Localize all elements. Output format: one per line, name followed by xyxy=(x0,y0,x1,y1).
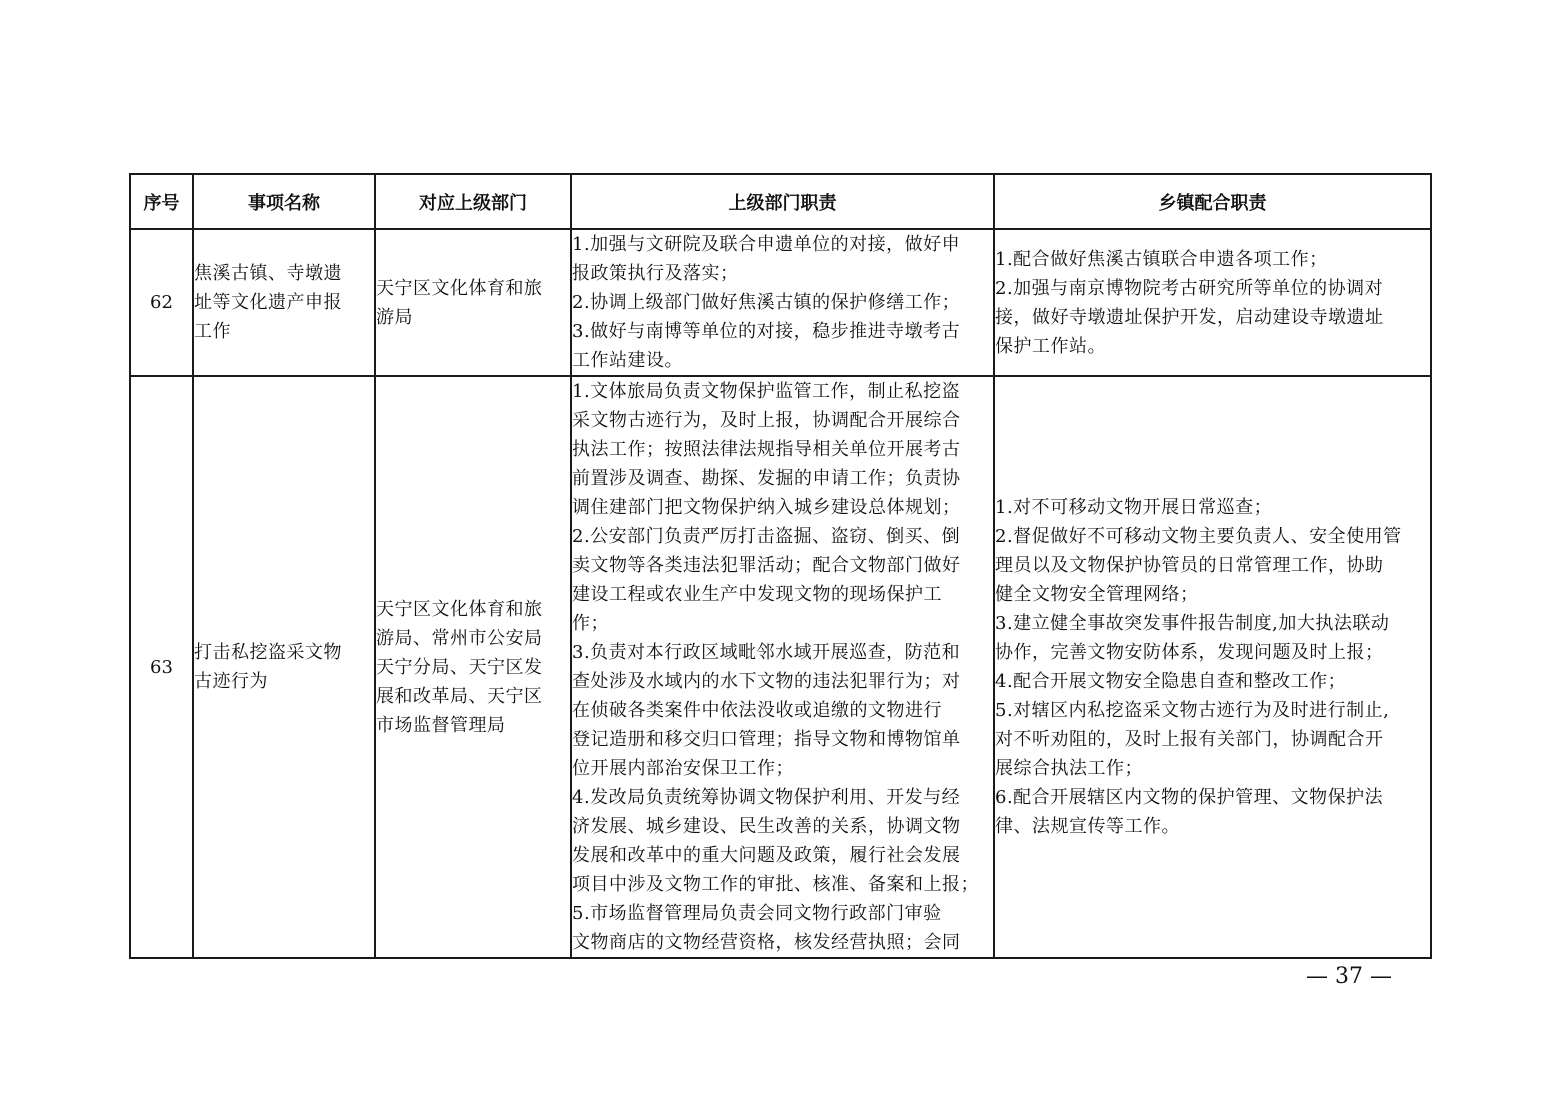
row-number: 63 xyxy=(130,376,193,958)
header-town-duty: 乡镇配合职责 xyxy=(994,174,1431,229)
text-line: 1.配合做好焦溪古镇联合申遗各项工作； xyxy=(995,248,1328,270)
town-duty-cell xyxy=(994,229,1431,376)
text-line: 对不听劝阻的，及时上报有关部门，协调配合开 xyxy=(995,729,1384,750)
text-line: 游局、常州市公安局 xyxy=(376,627,543,649)
header-seq: 序号 xyxy=(130,174,193,229)
text-line: 前置涉及调查、勘探、发掘的申请工作；负责协 xyxy=(572,468,961,489)
text-line: 焦溪古镇、寺墩遗 xyxy=(194,263,342,284)
item-name-cell xyxy=(193,376,375,958)
text-line: 2.加强与南京博物院考古研究所等单位的协调对 xyxy=(995,277,1384,299)
text-line: 协作，完善文物安防体系，发现问题及时上报； xyxy=(995,642,1384,663)
text-line: 项目中涉及文物工作的审批、核准、备案和上报； xyxy=(572,874,979,895)
text-line: 律、法规宣传等工作。 xyxy=(995,816,1180,837)
text-line: 2.督促做好不可移动文物主要负责人、安全使用管 xyxy=(995,526,1402,547)
text-line: 调住建部门把文物保护纳入城乡建设总体规划； xyxy=(572,497,961,518)
text-line: 工作站建设。 xyxy=(572,350,683,371)
text-line: 天宁区文化体育和旅 xyxy=(376,277,543,299)
text-line: 作； xyxy=(572,613,609,634)
text-line: 发展和改革中的重大问题及政策，履行社会发展 xyxy=(572,845,961,866)
text-line: 1.对不可移动文物开展日常巡查； xyxy=(995,497,1273,518)
text-line: 5.对辖区内私挖盗采文物古迹行为及时进行制止, xyxy=(995,700,1390,721)
header-upper-duty: 上级部门职责 xyxy=(571,174,994,229)
text-line: 展综合执法工作； xyxy=(995,758,1143,779)
upper-duty-cell xyxy=(571,376,994,958)
row-number: 62 xyxy=(130,229,193,376)
text-line: 执法工作；按照法律法规指导相关单位开展考古 xyxy=(572,439,961,460)
text-line: 展和改革局、天宁区 xyxy=(376,685,543,707)
upper-duty-cell xyxy=(571,229,994,376)
text-line: 2.公安部门负责严厉打击盗掘、盗窃、倒买、倒 xyxy=(572,526,961,547)
text-line: 古迹行为 xyxy=(194,671,268,692)
text-line: 址等文化遗产申报 xyxy=(194,292,342,313)
header-item-name: 事项名称 xyxy=(193,174,375,229)
text-line: 文物商店的文物经营资格，核发经营执照；会同 xyxy=(572,932,961,953)
dept-cell xyxy=(375,229,571,376)
text-line: 天宁区文化体育和旅 xyxy=(376,598,543,620)
duty-table xyxy=(129,173,1432,959)
page-number: — 37 — xyxy=(1306,964,1392,989)
text-line: 2.协调上级部门做好焦溪古镇的保护修缮工作； xyxy=(572,292,961,313)
text-line: 查处涉及水域内的水下文物的违法犯罪行为；对 xyxy=(572,671,961,692)
text-line: 1.加强与文研院及联合申遗单位的对接，做好申 xyxy=(572,234,961,255)
header-row xyxy=(130,174,1431,229)
text-line: 天宁分局、天宁区发 xyxy=(376,656,543,678)
text-line: 健全文物安全管理网络； xyxy=(995,584,1199,605)
text-line: 理员以及文物保护协管员的日常管理工作，协助 xyxy=(995,555,1384,576)
text-line: 位开展内部治安保卫工作； xyxy=(572,758,794,779)
text-line: 打击私挖盗采文物 xyxy=(194,642,342,663)
text-line: 保护工作站。 xyxy=(995,335,1106,357)
text-line: 接，做好寺墩遗址保护开发，启动建设寺墩遗址 xyxy=(995,306,1384,328)
text-line: 报政策执行及落实； xyxy=(572,263,739,284)
item-name-cell xyxy=(193,229,375,376)
text-line: 济发展、城乡建设、民生改善的关系，协调文物 xyxy=(572,816,961,837)
text-line: 4.发改局负责统筹协调文物保护利用、开发与经 xyxy=(572,787,961,808)
text-line: 工作 xyxy=(194,321,231,342)
text-line: 1.文体旅局负责文物保护监管工作，制止私挖盗 xyxy=(572,381,961,402)
text-line: 市场监督管理局 xyxy=(376,714,506,736)
text-line: 3.建立健全事故突发事件报告制度,加大执法联动 xyxy=(995,613,1390,634)
town-duty-cell xyxy=(994,376,1431,958)
table-row xyxy=(130,376,1431,958)
text-line: 4.配合开展文物安全隐患自查和整改工作； xyxy=(995,671,1347,692)
header-upper-dept: 对应上级部门 xyxy=(375,174,571,229)
text-line: 游局 xyxy=(376,306,413,328)
text-line: 5.市场监督管理局负责会同文物行政部门审验 xyxy=(572,903,942,924)
text-line: 采文物古迹行为，及时上报，协调配合开展综合 xyxy=(572,410,961,431)
text-line: 卖文物等各类违法犯罪活动；配合文物部门做好 xyxy=(572,555,961,576)
dept-cell xyxy=(375,376,571,958)
text-line: 建设工程或农业生产中发现文物的现场保护工 xyxy=(572,584,942,605)
text-line: 6.配合开展辖区内文物的保护管理、文物保护法 xyxy=(995,787,1384,808)
text-line: 登记造册和移交归口管理；指导文物和博物馆单 xyxy=(572,729,961,750)
table-row xyxy=(130,229,1431,376)
text-line: 3.负责对本行政区域毗邻水域开展巡查，防范和 xyxy=(572,642,961,663)
text-line: 3.做好与南博等单位的对接，稳步推进寺墩考古 xyxy=(572,321,961,342)
text-line: 在侦破各类案件中依法没收或追缴的文物进行 xyxy=(572,700,942,721)
